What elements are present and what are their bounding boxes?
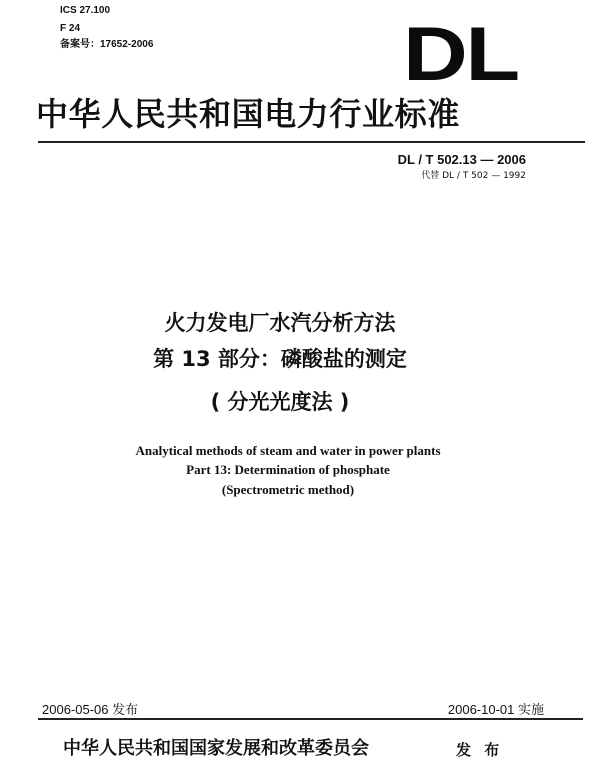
english-title-line-3: (Spectrometric method) [221, 482, 355, 497]
standard-number: DL / T 502.13 — 2006 [397, 152, 526, 167]
standard-category-title: 中华人民共和国电力行业标准 [36, 95, 460, 133]
chinese-title-line-3: ( 分光光度法 ) [210, 390, 350, 414]
english-title-line-1: Analytical methods of steam and water in power plants [135, 443, 441, 458]
english-title-line-2: Part 13: Determination of phosphate [186, 462, 390, 477]
publish-label: 发 布 [456, 741, 504, 759]
chinese-title-line-2: 第 13 部分：磷酸盐的测定 [153, 347, 407, 371]
replaces-standard: 代替 DL / T 502 — 1992 [421, 171, 526, 181]
implementation-date: 2006-10-01 实施 [447, 702, 544, 717]
ics-code: ICS 27.100 [60, 5, 111, 16]
publisher-name: 中华人民共和国国家发展和改革委员会 [63, 738, 369, 759]
record-number: 备案号：17652-2006 [60, 39, 154, 50]
bottom-divider [38, 718, 583, 720]
dl-logo: DL [403, 12, 518, 97]
issue-date: 2006-05-06 发布 [42, 702, 139, 717]
top-divider [38, 141, 585, 143]
chinese-title-line-1: 火力发电厂水汽分析方法 [164, 311, 396, 335]
classification-code: F 24 [60, 23, 81, 34]
